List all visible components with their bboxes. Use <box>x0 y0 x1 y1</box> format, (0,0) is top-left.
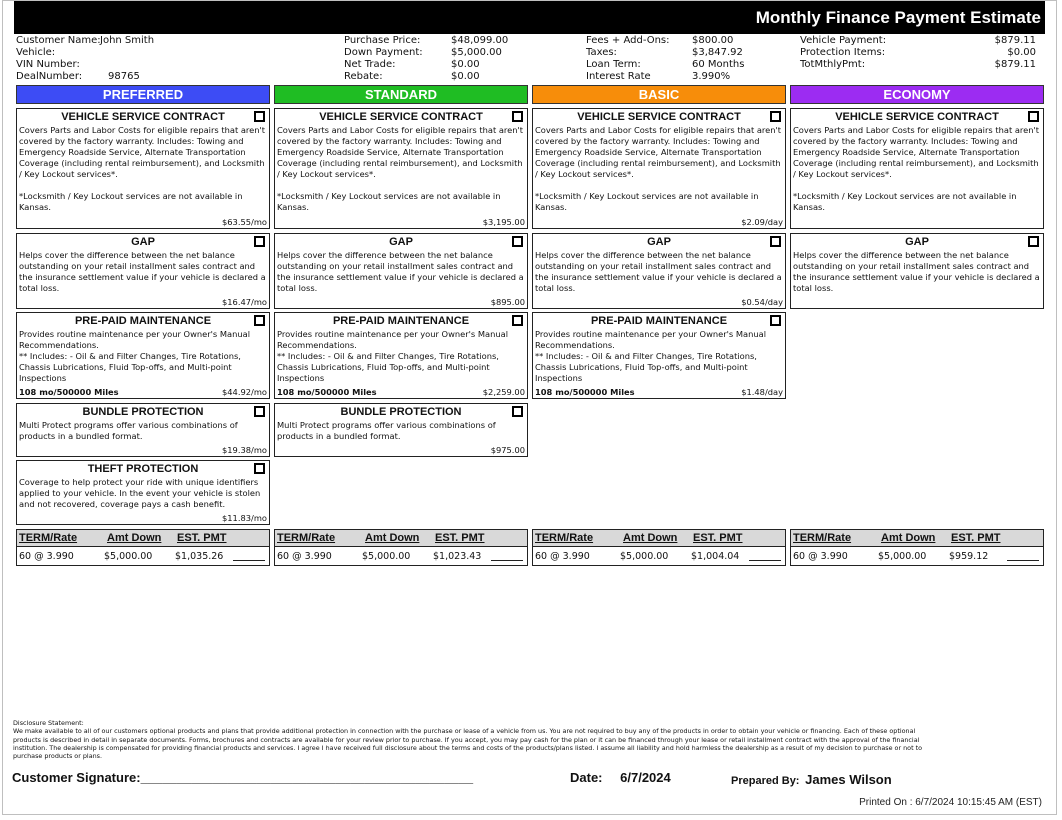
vin-label: VIN Number: <box>16 59 80 70</box>
tier-header-basic: BASIC <box>532 85 786 104</box>
est-pmt-value: $1,004.04 <box>691 551 740 562</box>
standard-term-box <box>274 529 528 566</box>
term-rate-header: TERM/Rate <box>277 532 336 544</box>
interest-rate-row <box>586 71 786 83</box>
term-header <box>275 530 527 547</box>
preferred-bundle-card <box>16 403 270 457</box>
vsc-title: VEHICLE SERVICE CONTRACT <box>577 111 741 123</box>
term-row <box>533 547 785 565</box>
taxes-label: Taxes: <box>586 47 617 58</box>
total-monthly-payment-value: $879.11 <box>994 59 1036 70</box>
gap-title: GAP <box>905 236 929 248</box>
gap-title: GAP <box>131 236 155 248</box>
amt-down-value: $5,000.00 <box>362 551 411 562</box>
deal-number-value: 98765 <box>108 71 140 82</box>
term-header <box>791 530 1043 547</box>
vehicle-payment-value: $879.11 <box>994 35 1036 46</box>
est-pmt-value: $1,023.43 <box>433 551 482 562</box>
vsc-description: Covers Parts and Labor Costs for eligible repairs that aren't covered by the factory warranty. Includes: Towing and Emergency Roadside Service, Alternate Transportation Coverage (including rental reimbursement), and Locksmith / Key Lockout services*. *Locksmith / Key Lockout services are not available in Kansas. <box>793 125 1040 212</box>
term-rate-header: TERM/Rate <box>793 532 852 544</box>
loan-term-row <box>586 59 786 71</box>
maintenance-price: $44.92/mo <box>222 387 267 397</box>
bundle-checkbox[interactable] <box>512 406 523 417</box>
prepared-by-area <box>731 772 892 787</box>
protection-items-value: $0.00 <box>1007 47 1036 58</box>
vsc-description: Covers Parts and Labor Costs for eligible repairs that aren't covered by the factory warranty. Includes: Towing and Emergency Roadside Service, Alternate Transportation Coverage (including rental reimbursement), and Locksmith / Key Lockout services*. *Locksmith / Key Lockout services are not available in Kansas. <box>277 125 524 212</box>
gap-description: Helps cover the difference between the net balance outstanding on your retail installment sales contract and the insurance settlement value if your vehicle is declared a total loss. <box>19 250 266 293</box>
term-rate-value: 60 @ 3.990 <box>535 551 590 562</box>
bundle-title: BUNDLE PROTECTION <box>340 406 462 418</box>
gap-checkbox[interactable] <box>770 236 781 247</box>
taxes-value: $3,847.92 <box>692 47 743 58</box>
term-header <box>17 530 269 547</box>
vsc-checkbox[interactable] <box>1028 111 1039 122</box>
amt-down-header: Amt Down <box>881 532 936 544</box>
page-title: Monthly Finance Payment Estimate <box>755 8 1041 27</box>
term-rate-value: 60 @ 3.990 <box>793 551 848 562</box>
rebate-label: Rebate: <box>344 71 383 82</box>
gap-price: $16.47/mo <box>222 297 267 307</box>
down-payment-value: $5,000.00 <box>451 47 502 58</box>
protection-items-row <box>800 47 1038 59</box>
vsc-title: VEHICLE SERVICE CONTRACT <box>61 111 225 123</box>
theft-description: Coverage to help protect your ride with unique identifiers applied to your vehicle. In the event your vehicle is stolen and not recovered, coverage pays a cash benefit. <box>19 477 261 509</box>
date-area <box>570 770 671 785</box>
taxes-row <box>586 47 786 59</box>
preferred-gap-card <box>16 233 270 309</box>
loan-info <box>586 35 786 83</box>
tier-header-standard: STANDARD <box>274 85 528 104</box>
customer-name-label: Customer Name: <box>16 35 101 46</box>
loan-term-value: 60 Months <box>692 59 745 70</box>
standard-maintenance-card <box>274 312 528 399</box>
interest-rate-label: Interest Rate <box>586 71 651 82</box>
bundle-description: Multi Protect programs offer various combinations of products in a bundled format. <box>277 420 496 441</box>
term-rate-header: TERM/Rate <box>535 532 594 544</box>
net-trade-value: $0.00 <box>451 59 480 70</box>
printed-on: Printed On : 6/7/2024 10:15:45 AM (EST) <box>859 797 1042 808</box>
vsc-price: $3,195.00 <box>482 217 525 227</box>
deal-number-label: DealNumber: <box>16 71 83 82</box>
vehicle-label: Vehicle: <box>16 47 56 58</box>
prepared-by-value: James Wilson <box>805 772 892 787</box>
basic-vsc-card <box>532 108 786 229</box>
loan-term-label: Loan Term: <box>586 59 641 70</box>
est-pmt-value: $1,035.26 <box>175 551 224 562</box>
prepared-by-label: Prepared By: <box>731 775 800 787</box>
date-value: 6/7/2024 <box>620 770 671 785</box>
vehicle-payment-label: Vehicle Payment: <box>800 35 887 46</box>
amt-down-value: $5,000.00 <box>878 551 927 562</box>
fees-row <box>586 35 786 47</box>
tier-header-preferred: PREFERRED <box>16 85 270 104</box>
vsc-description: Covers Parts and Labor Costs for eligible repairs that aren't covered by the factory warranty. Includes: Towing and Emergency Roadside Service, Alternate Transportation Coverage (including rental reimbursement), and Locksmith / Key Lockout services*. *Locksmith / Key Lockout services are not available in Kansas. <box>535 125 782 212</box>
vin-row <box>16 59 336 71</box>
deal-number-row <box>16 71 336 83</box>
basic-maintenance-card <box>532 312 786 399</box>
purchase-price-row <box>344 35 574 47</box>
gap-price: $895.00 <box>490 297 525 307</box>
maintenance-checkbox[interactable] <box>254 315 265 326</box>
down-payment-label: Down Payment: <box>344 47 423 58</box>
initial-line[interactable] <box>233 551 265 561</box>
bundle-price: $975.00 <box>490 445 525 455</box>
preferred-theft-card <box>16 460 270 525</box>
theft-checkbox[interactable] <box>254 463 265 474</box>
basic-term-box <box>532 529 786 566</box>
down-payment-row <box>344 47 574 59</box>
vsc-title: VEHICLE SERVICE CONTRACT <box>319 111 483 123</box>
est-pmt-header: EST. PMT <box>951 532 1001 544</box>
title-bar <box>14 1 1045 34</box>
standard-vsc-card <box>274 108 528 229</box>
customer-signature-label: Customer Signature: <box>12 770 141 785</box>
initial-line[interactable] <box>491 551 523 561</box>
maintenance-title: PRE-PAID MAINTENANCE <box>74 315 212 327</box>
maintenance-miles: 108 mo/500000 Miles <box>535 387 635 397</box>
purchase-info <box>344 35 574 83</box>
rebate-row <box>344 71 574 83</box>
term-row <box>275 547 527 565</box>
est-pmt-header: EST. PMT <box>693 532 743 544</box>
maintenance-title: PRE-PAID MAINTENANCE <box>590 315 728 327</box>
disclosure-statement <box>13 719 943 760</box>
gap-description: Helps cover the difference between the net balance outstanding on your retail installment sales contract and the insurance settlement value if your vehicle is declared a total loss. <box>793 250 1040 293</box>
est-pmt-value: $959.12 <box>949 551 989 562</box>
maintenance-description: Provides routine maintenance per your Owner's Manual Recommendations. ** Includes: - Oil & and Filter Changes, Tire Rotations, Chassis Lubrications, Fluid Top-offs, and Multi-point Inspections <box>277 329 509 383</box>
net-trade-row <box>344 59 574 71</box>
term-row <box>791 547 1043 565</box>
vsc-checkbox[interactable] <box>512 111 523 122</box>
vehicle-payment-row <box>800 35 1038 47</box>
term-header <box>533 530 785 547</box>
maintenance-miles: 108 mo/500000 Miles <box>277 387 377 397</box>
signature-area <box>12 770 473 785</box>
maintenance-checkbox[interactable] <box>770 315 781 326</box>
amt-down-header: Amt Down <box>107 532 162 544</box>
purchase-price-value: $48,099.00 <box>451 35 509 46</box>
amt-down-header: Amt Down <box>365 532 420 544</box>
amt-down-value: $5,000.00 <box>620 551 669 562</box>
amt-down-value: $5,000.00 <box>104 551 153 562</box>
theft-title: THEFT PROTECTION <box>87 463 199 475</box>
gap-description: Helps cover the difference between the net balance outstanding on your retail installment sales contract and the insurance settlement value if your vehicle is declared a total loss. <box>277 250 524 293</box>
preferred-term-box <box>16 529 270 566</box>
vehicle-row <box>16 47 336 59</box>
initial-line[interactable] <box>749 551 781 561</box>
gap-description: Helps cover the difference between the net balance outstanding on your retail installment sales contract and the insurance settlement value if your vehicle is declared a total loss. <box>535 250 782 293</box>
customer-name-row <box>16 35 336 47</box>
vsc-checkbox[interactable] <box>254 111 265 122</box>
total-monthly-payment-label: TotMthlyPmt: <box>800 59 866 70</box>
maintenance-title: PRE-PAID MAINTENANCE <box>332 315 470 327</box>
bundle-title: BUNDLE PROTECTION <box>82 406 204 418</box>
standard-bundle-card <box>274 403 528 457</box>
maintenance-price: $2,259.00 <box>482 387 525 397</box>
term-rate-header: TERM/Rate <box>19 532 78 544</box>
maintenance-description: Provides routine maintenance per your Owner's Manual Recommendations. ** Includes: - Oil & and Filter Changes, Tire Rotations, Chassis Lubrications, Fluid Top-offs, and Multi-point Inspections <box>535 329 767 383</box>
gap-title: GAP <box>389 236 413 248</box>
amt-down-header: Amt Down <box>623 532 678 544</box>
bundle-checkbox[interactable] <box>254 406 265 417</box>
vsc-description: Covers Parts and Labor Costs for eligible repairs that aren't covered by the factory warranty. Includes: Towing and Emergency Roadside Service, Alternate Transportation Coverage (including rental reimbursement), and Locksmith / Key Lockout services*. *Locksmith / Key Lockout services are not available in Kansas. <box>19 125 266 212</box>
gap-price: $0.54/day <box>741 297 783 307</box>
est-pmt-header: EST. PMT <box>177 532 227 544</box>
maintenance-miles: 108 mo/500000 Miles <box>19 387 119 397</box>
vsc-title: VEHICLE SERVICE CONTRACT <box>835 111 999 123</box>
gap-title: GAP <box>647 236 671 248</box>
customer-signature-line[interactable]: ______________________________________________ <box>140 770 474 785</box>
date-label: Date: <box>570 770 603 785</box>
interest-rate-value: 3.990% <box>692 71 731 82</box>
gap-checkbox[interactable] <box>1028 236 1039 247</box>
purchase-price-label: Purchase Price: <box>344 35 421 46</box>
theft-price: $11.83/mo <box>222 513 267 523</box>
bundle-price: $19.38/mo <box>222 445 267 455</box>
economy-term-box <box>790 529 1044 566</box>
fees-value: $800.00 <box>692 35 734 46</box>
vsc-checkbox[interactable] <box>770 111 781 122</box>
vsc-price: $63.55/mo <box>222 217 267 227</box>
maintenance-price: $1.48/day <box>741 387 783 397</box>
term-rate-value: 60 @ 3.990 <box>277 551 332 562</box>
bundle-description: Multi Protect programs offer various combinations of products in a bundled format. <box>19 420 238 441</box>
vsc-price: $2.09/day <box>741 217 783 227</box>
payment-info <box>800 35 1038 71</box>
est-pmt-header: EST. PMT <box>435 532 485 544</box>
maintenance-description: Provides routine maintenance per your Owner's Manual Recommendations. ** Includes: - Oil & and Filter Changes, Tire Rotations, Chassis Lubrications, Fluid Top-offs, and Multi-point Inspections <box>19 329 251 383</box>
economy-gap-card <box>790 233 1044 309</box>
customer-name-value: John Smith <box>100 35 155 46</box>
preferred-maintenance-card <box>16 312 270 399</box>
fees-label: Fees + Add-Ons: <box>586 35 670 46</box>
term-row <box>17 547 269 565</box>
total-monthly-payment-row <box>800 59 1038 71</box>
gap-checkbox[interactable] <box>512 236 523 247</box>
maintenance-checkbox[interactable] <box>512 315 523 326</box>
standard-gap-card <box>274 233 528 309</box>
disclosure-text: We make available to all of our customers optional products and plans that provide additional protection in connection with the purchase or lease of a vehicle from us. You are not required to buy any of the products in order to obtain your vehicle or financing. Each of these optional products is described in detail in separate documents. Forms, brochures and contracts are available for your review prior to purchase. If you accept, you may pay cash for the plan or it can be financed through your lease or retail installment contract with the approval of the financial institution. The dealership is compensated for providing financial products and services. I agree I have received full disclosure about the terms and costs of the products/plans listed. I assume all liability and hold harmless the dealership as a result of my decision to purchase or not to purchase products or plans. <box>13 727 923 761</box>
preferred-vsc-card <box>16 108 270 229</box>
initial-line[interactable] <box>1007 551 1039 561</box>
protection-items-label: Protection Items: <box>800 47 886 58</box>
tier-header-economy: ECONOMY <box>790 85 1044 104</box>
customer-info <box>16 35 336 83</box>
basic-gap-card <box>532 233 786 309</box>
term-rate-value: 60 @ 3.990 <box>19 551 74 562</box>
rebate-value: $0.00 <box>451 71 480 82</box>
net-trade-label: Net Trade: <box>344 59 396 70</box>
economy-vsc-card <box>790 108 1044 229</box>
disclosure-heading: Disclosure Statement: <box>13 719 84 727</box>
gap-checkbox[interactable] <box>254 236 265 247</box>
